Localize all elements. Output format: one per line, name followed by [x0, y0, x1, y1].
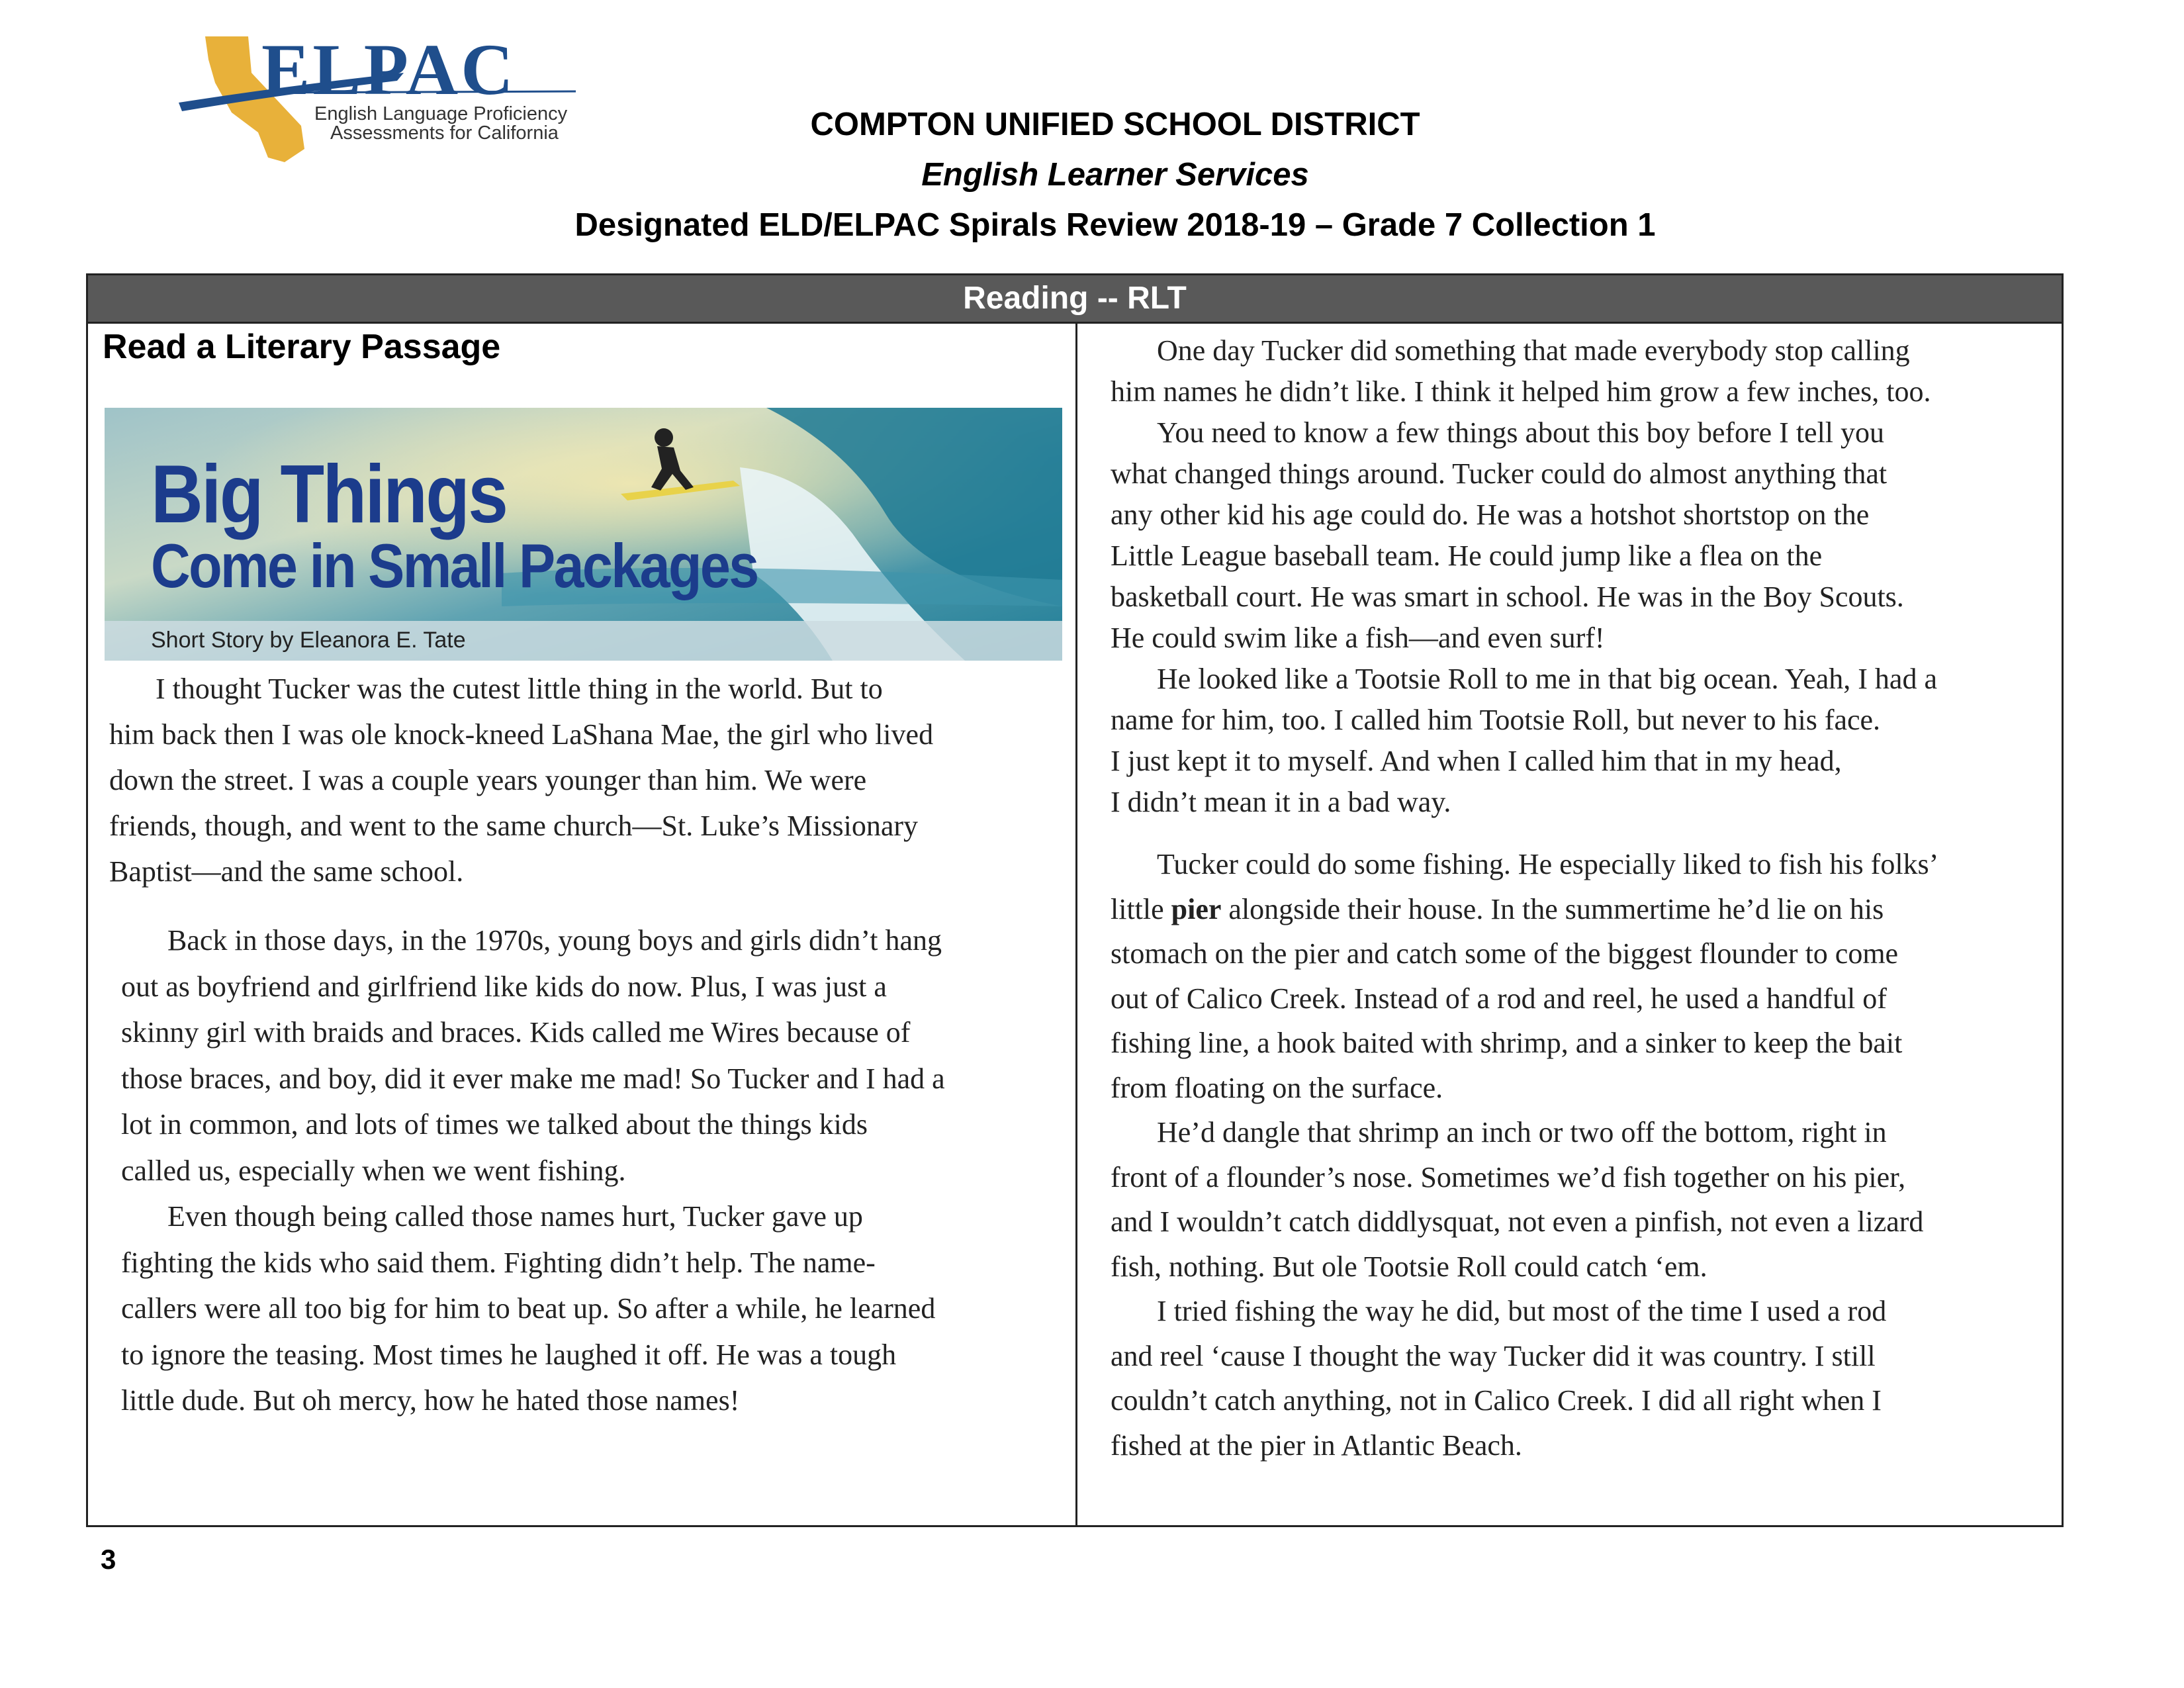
text-line: Back in those days, in the 1970s, young boys and girls didn’t hang	[167, 924, 942, 957]
elpac-logo	[179, 29, 602, 165]
text-line: I thought Tucker was the cutest little thing in the world. But to	[156, 673, 883, 705]
text-line: out of Calico Creek. Instead of a rod and reel, he used a handful of	[1111, 982, 1887, 1015]
text-line: You need to know a few things about this boy before I tell you	[1157, 416, 1885, 449]
text-line: to ignore the teasing. Most times he laughed it off. He was a tough	[121, 1338, 897, 1371]
banner-title-line2: Come in Small Packages	[151, 531, 758, 600]
text-line: He could swim like a fish—and even surf!	[1111, 622, 1605, 654]
text-line: fighting the kids who said them. Fighting didn’t help. The name-	[121, 1246, 876, 1279]
passage-heading: Read a Literary Passage	[103, 328, 501, 366]
left-paragraph-2-3	[121, 917, 1061, 1424]
text-line: and I wouldn’t catch diddlysquat, not even a pinfish, not even a lizard	[1111, 1205, 1924, 1238]
text-line: called us, especially when we went fishing.	[121, 1154, 626, 1187]
text-fragment: alongside their house. In the summertime he’d lie on his	[1221, 892, 1884, 925]
text-line: and reel ‘cause I thought the way Tucker did it was country. I still	[1111, 1339, 1876, 1372]
text-line: stomach on the pier and catch some of the biggest flounder to come	[1111, 937, 1899, 970]
column-divider	[1075, 324, 1077, 1527]
right-paragraphs-4-6	[1111, 842, 2050, 1468]
text-line: fish, nothing. But ole Tootsie Roll could catch ‘em.	[1111, 1250, 1707, 1283]
text-line: from floating on the surface.	[1111, 1071, 1443, 1104]
text-line: He looked like a Tootsie Roll to me in that big ocean. Yeah, I had a	[1157, 663, 1937, 695]
section-bar: Reading -- RLT	[88, 275, 2062, 324]
left-paragraph-1	[109, 666, 1049, 894]
text-line: Baptist—and the same school.	[109, 855, 464, 888]
vocab-word-pier: pier	[1171, 892, 1222, 925]
logo-subtitle-line2: Assessments for California	[330, 122, 559, 144]
story-banner	[105, 408, 1062, 661]
text-line-with-bold	[1111, 887, 2050, 932]
text-line: I tried fishing the way he did, but most of the time I used a rod	[1157, 1295, 1887, 1327]
district-title: COMPTON UNIFIED SCHOOL DISTRICT	[810, 107, 1420, 142]
text-line: skinny girl with braids and braces. Kids called me Wires because of	[121, 1016, 911, 1049]
right-paragraphs-1-3	[1111, 330, 2050, 823]
review-title: Designated ELD/ELPAC Spirals Review 2018-19 – Grade 7 Collection 1	[574, 207, 1656, 243]
logo-wordmark: ELPAC	[261, 29, 516, 110]
text-line: out as boyfriend and girlfriend like kids do now. Plus, I was just a	[121, 970, 887, 1003]
text-line: I just kept it to myself. And when I called him that in my head,	[1111, 745, 1842, 777]
text-line: little dude. But oh mercy, how he hated those names!	[121, 1384, 740, 1417]
story-byline: Short Story by Eleanora E. Tate	[151, 628, 466, 653]
text-line: him names he didn’t like. I think it helped him grow a few inches, too.	[1111, 375, 1931, 408]
text-line: front of a flounder’s nose. Sometimes we’d fish together on his pier,	[1111, 1160, 1906, 1194]
text-line: lot in common, and lots of times we talked about the things kids	[121, 1108, 868, 1141]
text-line: I didn’t mean it in a bad way.	[1111, 786, 1451, 818]
text-fragment: little	[1111, 892, 1171, 925]
text-line: fished at the pier in Atlantic Beach.	[1111, 1429, 1522, 1462]
text-line: name for him, too. I called him Tootsie Roll, but never to his face.	[1111, 704, 1881, 736]
text-line: Little League baseball team. He could jump like a flea on the	[1111, 539, 1823, 572]
text-line: friends, though, and went to the same church—St. Luke’s Missionary	[109, 810, 919, 842]
text-line: fishing line, a hook baited with shrimp, and a sinker to keep the bait	[1111, 1027, 1903, 1059]
text-line: what changed things around. Tucker could do almost anything that	[1111, 457, 1888, 490]
banner-title-line1: Big Things	[151, 449, 507, 540]
text-line: One day Tucker did something that made everybody stop calling	[1157, 334, 1910, 367]
text-line: callers were all too big for him to beat up. So after a while, he learned	[121, 1292, 936, 1325]
text-line: basketball court. He was smart in school. He was in the Boy Scouts.	[1111, 581, 1904, 613]
text-line: him back then I was ole knock-kneed LaShana Mae, the girl who lived	[109, 718, 934, 751]
department-title: English Learner Services	[921, 157, 1309, 193]
text-line: those braces, and boy, did it ever make me mad! So Tucker and I had a	[121, 1062, 945, 1095]
text-line: down the street. I was a couple years younger than him. We were	[109, 764, 867, 796]
text-line: couldn’t catch anything, not in Calico Creek. I did all right when I	[1111, 1384, 1882, 1417]
logo-subtitle-line1: English Language Proficiency	[314, 103, 568, 124]
text-line: Even though being called those names hurt, Tucker gave up	[167, 1200, 863, 1233]
page-number: 3	[101, 1544, 116, 1575]
content-frame	[86, 273, 2064, 1527]
text-line: He’d dangle that shrimp an inch or two off the bottom, right in	[1157, 1116, 1887, 1149]
text-line: any other kid his age could do. He was a hotshot shortstop on the	[1111, 498, 1870, 531]
text-line: Tucker could do some fishing. He especially liked to fish his folks’	[1157, 848, 1939, 880]
